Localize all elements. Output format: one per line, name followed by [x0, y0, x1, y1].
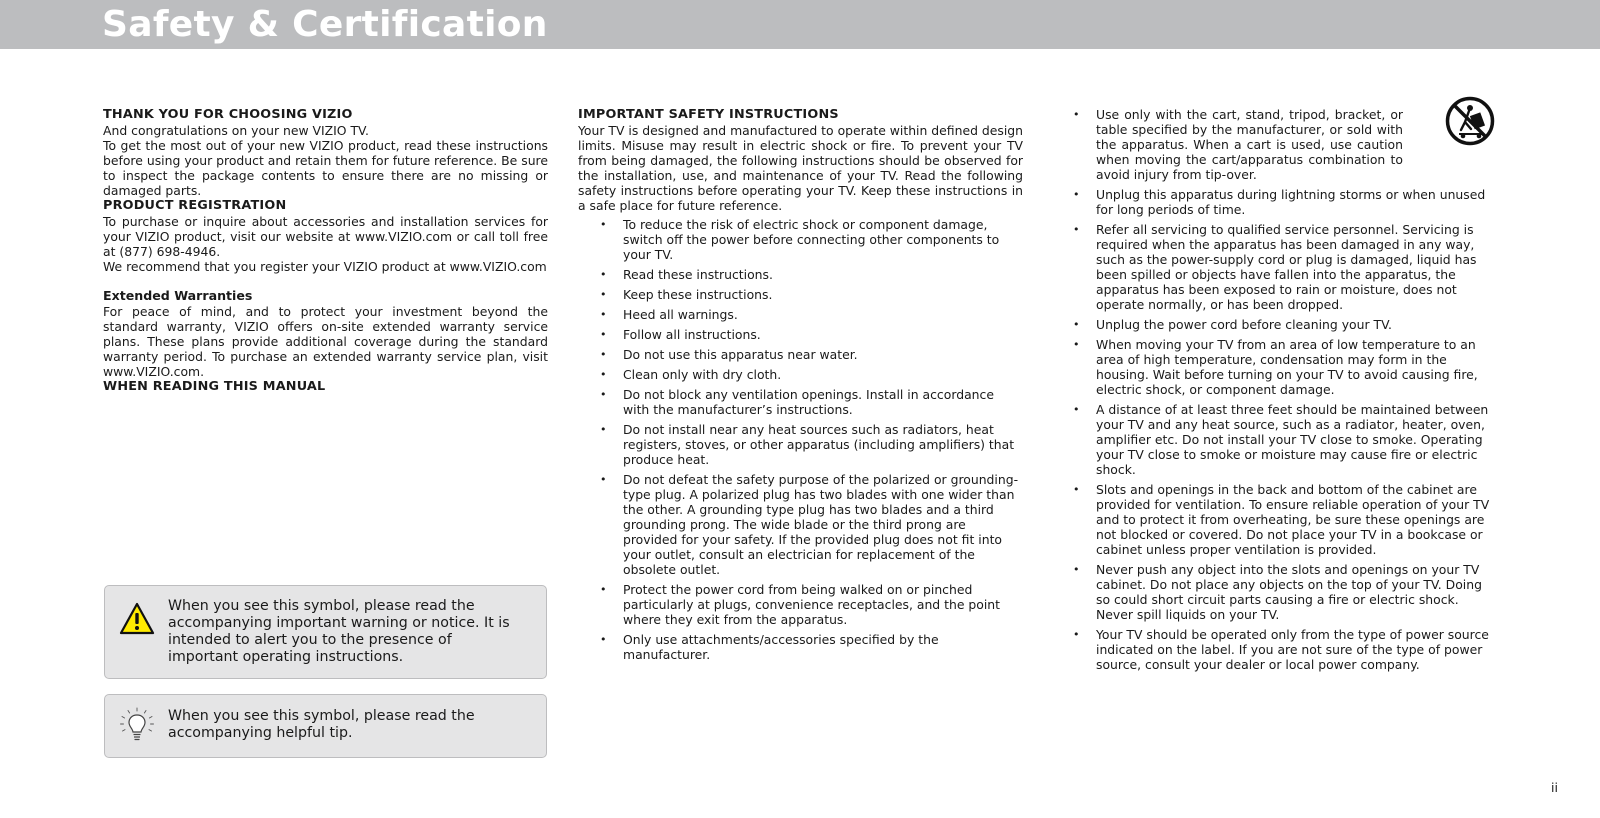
intro-text: To get the most out of your new VIZIO product, read these instructions before using your product and retain them for future reference. Be sure to inspect the package contents to ensure there are no missing or damaged parts. [103, 138, 548, 198]
list-item: • Do not defeat the safety purpose of the polarized or grounding-type plug. A polarized plug has two blades with one wider than the other. A grounding type plug has two blades and a third grounding prong. The wide blade or the third prong are provided for your safety. If the provided plug does not fit into your outlet, consult an electrician for replacement of the obsolete outlet. [578, 472, 1023, 577]
tip-notice-text: When you see this symbol, please read the accompanying helpful tip. [168, 708, 475, 741]
list-item: • Protect the power cord from being walked on or pinched particularly at plugs, convenience receptacles, and the point where they exit from the apparatus. [578, 582, 1023, 627]
list-item: • Clean only with dry cloth. [578, 367, 1023, 382]
list-item: • To reduce the risk of electric shock or component damage, switch off the power before connecting other components to your TV. [578, 217, 1023, 262]
warning-notice-text: When you see this symbol, please read the accompanying important warning or notice. It is intended to alert you to the presence of important operating instructions. [168, 598, 510, 665]
list-item: • Heed all warnings. [578, 307, 1023, 322]
warranties-text: For peace of mind, and to protect your investment beyond the standard warranty, VIZIO offers on-site extended warranty service plans. These plans provide additional coverage during the standard warranty period. To purchase an extended warranty service plan, visit www.VIZIO.com. [103, 304, 548, 379]
list-item: • Never push any object into the slots and openings on your TV cabinet. Do not place any objects on the top of your TV. Doing so could short circuit parts causing a fire or electric shock. Never spill liquids on your TV. [1071, 562, 1495, 622]
tip-notice-box [104, 694, 547, 758]
congrats-text: And congratulations on your new VIZIO TV. [103, 123, 369, 138]
list-item: • Refer all servicing to qualified service personnel. Servicing is required when the apparatus has been damaged in any way, such as the power-supply cord or plug is damaged, liquid has been spilled or objects have fallen into the apparatus, the apparatus has been exposed to rain or moisture, does not operate normally, or has been dropped. [1071, 222, 1495, 312]
list-item: • When moving your TV from an area of low temperature to an area of high temperature, condensation may form in the housing. Wait before turning on your TV to avoid causing fire, electric shock, or component damage. [1071, 337, 1495, 397]
list-item: • Use only with the cart, stand, tripod, bracket, or table specified by the manufacturer, or sold with the apparatus. When a cart is used, use caution when moving the cart/apparatus combination to avoid injury from tip-over. [1071, 107, 1495, 182]
list-item: • Do not install near any heat sources such as radiators, heat registers, stoves, or other apparatus (including amplifiers) that produce heat. [578, 422, 1023, 467]
column-left [103, 107, 548, 395]
list-item: • Do not use this apparatus near water. [578, 347, 1023, 362]
heading-thank-you: THANK YOU FOR CHOOSING VIZIO [103, 107, 353, 122]
safety-instructions-list [578, 217, 1023, 662]
register-recommendation-text: We recommend that you register your VIZIO product at www.VIZIO.com [103, 259, 547, 274]
column-right [1071, 107, 1495, 677]
list-item: • Unplug the power cord before cleaning your TV. [1071, 317, 1495, 332]
warning-triangle-icon [119, 601, 155, 637]
heading-product-registration: PRODUCT REGISTRATION [103, 198, 287, 213]
page-title: Safety & Certification [102, 4, 548, 45]
list-item: • Only use attachments/accessories specified by the manufacturer. [578, 632, 1023, 662]
column-middle [578, 107, 1023, 667]
header-bar [0, 0, 1600, 49]
heading-extended-warranties: Extended Warranties [103, 288, 253, 303]
list-item: • Follow all instructions. [578, 327, 1023, 342]
warning-notice-box [104, 585, 547, 679]
safety-intro-text: Your TV is designed and manufactured to operate within defined design limits. Misuse may result in electric shock or fire. To prevent your TV from being damaged, the following instructions should be observed for the installation, use, and maintenance of your TV. Read the following safety instructions before operating your TV. Keep these instructions in a safe place for future reference. [578, 123, 1023, 213]
list-item: • Your TV should be operated only from the type of power source indicated on the label. If you are not sure of the type of power source, consult your dealer or local power company. [1071, 627, 1495, 672]
list-item: • Slots and openings in the back and bottom of the cabinet are provided for ventilation. To ensure reliable operation of your TV and to protect it from overheating, be sure these openings are not blocked or covered. Do not place your TV in a bookcase or cabinet unless proper ventilation is provided. [1071, 482, 1495, 557]
list-item: • A distance of at least three feet should be maintained between your TV and any heat source, such as a radiator, heater, oven, amplifier etc. Do not install your TV close to smoke. Operating your TV close to smoke or moisture may cause fire or electric shock. [1071, 402, 1495, 477]
registration-text: To purchase or inquire about accessories and installation services for your VIZIO product, visit our website at www.VIZIO.com or call toll free at (877) 698-4946. [103, 214, 548, 259]
safety-instructions-list-continued [1071, 107, 1495, 672]
heading-important-safety-instructions: IMPORTANT SAFETY INSTRUCTIONS [578, 107, 839, 122]
list-item: • Keep these instructions. [578, 287, 1023, 302]
list-item: • Unplug this apparatus during lightning storms or when unused for long periods of time. [1071, 187, 1495, 217]
list-item: • Do not block any ventilation openings. Install in accordance with the manufacturer’s instructions. [578, 387, 1023, 417]
list-item: • Read these instructions. [578, 267, 1023, 282]
lightbulb-icon [119, 707, 155, 743]
heading-when-reading-manual: WHEN READING THIS MANUAL [103, 379, 326, 394]
page-number: ii [1551, 780, 1558, 795]
